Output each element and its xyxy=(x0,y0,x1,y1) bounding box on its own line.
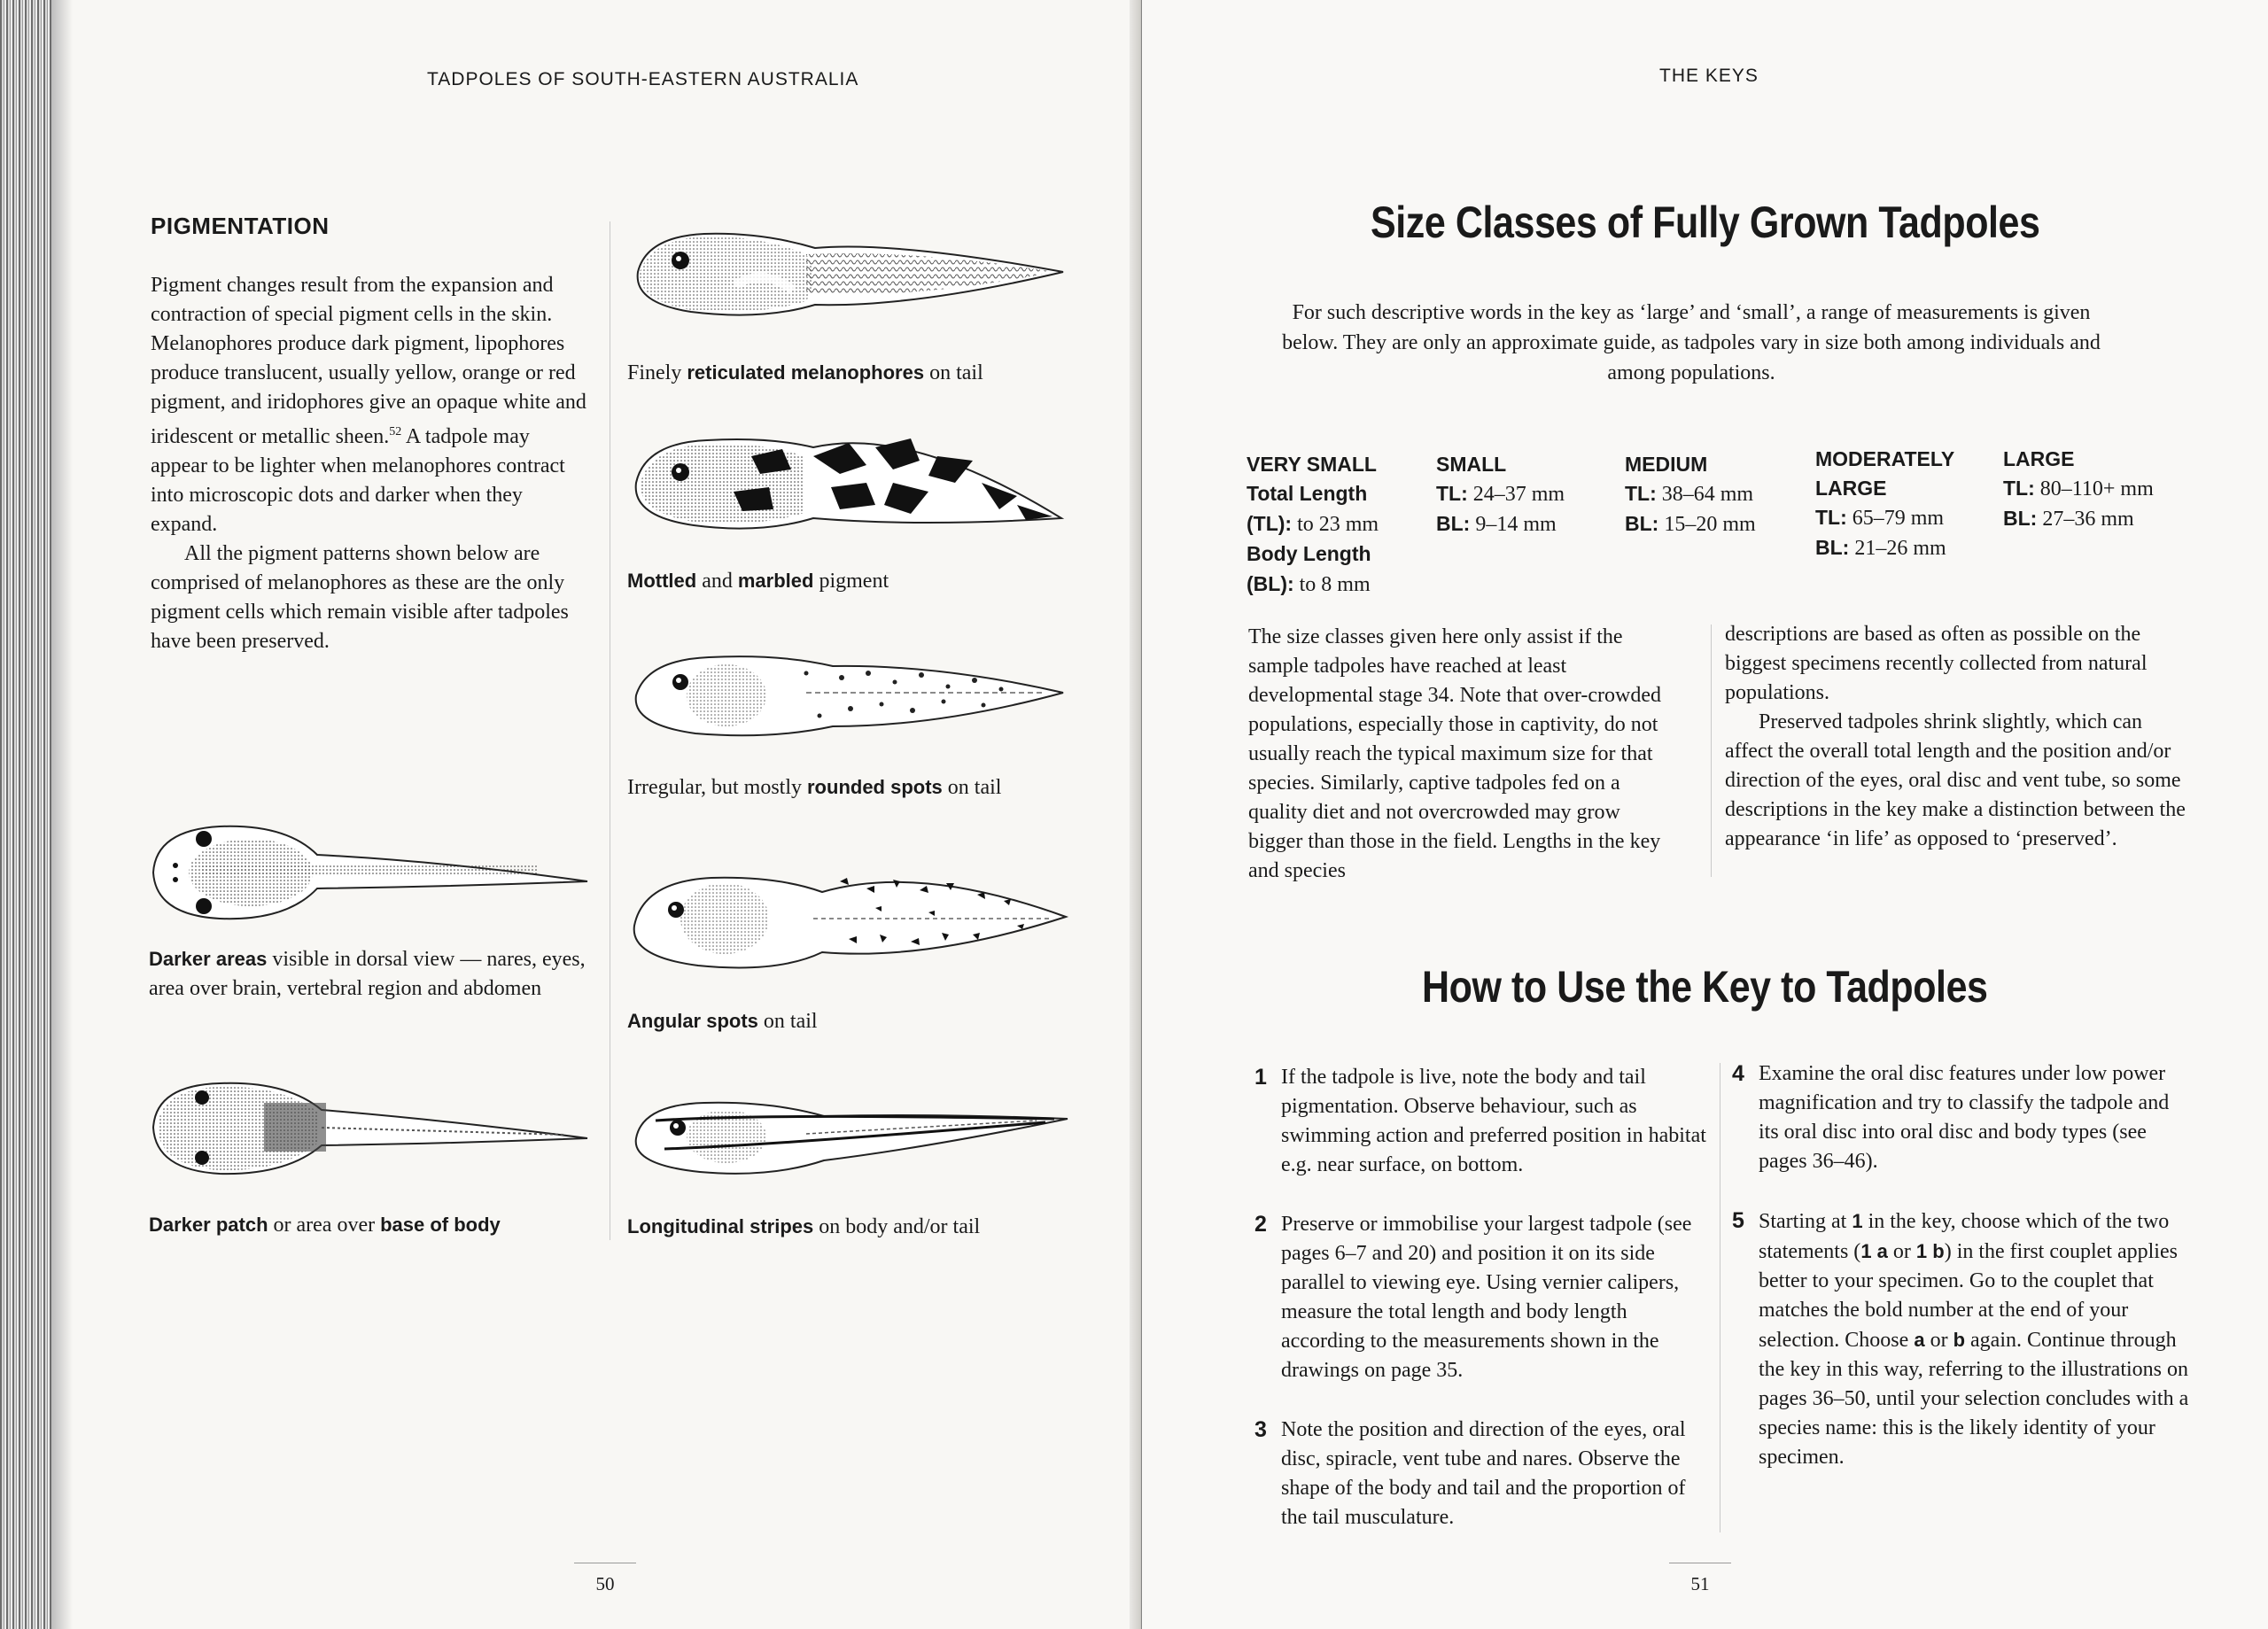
caption-darker-patch xyxy=(149,1210,592,1240)
size-label: Body Length xyxy=(1247,542,1371,565)
size-note-paragraph-2: Preserved tadpoles shrink slightly, which can affect the overall total length and the position and/or direction of the eyes, oral disc and vent tube, so some descriptions in the key make a distinction between the appearance ‘in life’ as opposed to ‘preserved’. xyxy=(1725,710,2186,850)
caption-text: Irregular, but mostly xyxy=(627,776,807,799)
tadpole-reticulated-illustration xyxy=(629,223,1072,330)
paragraph-1-end: A tadpole may appear to be lighter when melanophores contract into microscopic dots and darker when they expand. xyxy=(151,425,565,536)
size-label: VERY SMALL xyxy=(1247,453,1377,476)
step-text: again. Continue through the key in this way, referring to the illustrations on pages 36–50, until your selection concludes with a species name: this is the likely identity of your specimen. xyxy=(1759,1329,2189,1469)
tadpole-longitudinal-stripes-illustration xyxy=(629,1094,1072,1178)
size-label: SMALL xyxy=(1436,453,1507,476)
key-ref: a xyxy=(1914,1329,1925,1351)
step-number: 2 xyxy=(1254,1212,1267,1237)
size-value: 65–79 mm xyxy=(1846,507,1945,530)
size-note-paragraph-1: descriptions are based as often as possible on the biggest specimens recently collected from natural populations. xyxy=(1725,623,2148,704)
right-page xyxy=(1142,0,2268,1629)
size-label: (TL): xyxy=(1247,512,1293,535)
title-size-classes: Size Classes of Fully Grown Tadpoles xyxy=(1371,198,2040,247)
step-4 xyxy=(1732,1059,2193,1176)
tadpole-dorsal-darker-patch-illustration xyxy=(149,1076,592,1178)
size-label: BL: xyxy=(1815,536,1850,559)
step-text: Examine the oral disc features under low power magnification and try to classify the tadpole and its oral disc into oral disc and body types (see pages 36–46). xyxy=(1759,1062,2170,1173)
step-number: 5 xyxy=(1732,1208,1744,1233)
caption-longitudinal-stripes xyxy=(627,1212,1106,1242)
caption-darker-areas xyxy=(149,944,592,1004)
caption-bold: reticulated melanophores xyxy=(687,361,925,384)
size-value: 80–110+ mm xyxy=(2034,477,2154,500)
step-1 xyxy=(1254,1063,1706,1180)
tadpole-mottled-illustration xyxy=(627,421,1070,536)
page-number-text: 50 xyxy=(595,1573,615,1594)
caption-text: on tail xyxy=(942,776,1002,799)
caption-text: and xyxy=(696,570,738,593)
caption-mottled xyxy=(627,566,1088,596)
size-label: TL: xyxy=(1436,482,1468,505)
size-very-small xyxy=(1247,450,1424,600)
size-moderately-large xyxy=(1815,445,1992,563)
step-5 xyxy=(1732,1206,2193,1472)
step-3 xyxy=(1254,1416,1706,1532)
caption-bold: Angular spots xyxy=(627,1010,758,1032)
running-head-left: TADPOLES OF SOUTH-EASTERN AUSTRALIA xyxy=(427,69,859,89)
caption-bold: base of body xyxy=(380,1214,501,1236)
size-intro-paragraph: For such descriptive words in the key as ‘large’ and ‘small’, a range of measurements is given below. They are only an approximate guide, as tadpoles vary in size both among individuals and among populations. xyxy=(1282,301,2101,384)
step-number: 4 xyxy=(1732,1061,1744,1086)
size-value: to 23 mm xyxy=(1292,513,1379,536)
tadpole-rounded-spots-illustration xyxy=(629,647,1072,744)
size-note-column-2 xyxy=(1725,620,2186,854)
size-label: Total Length xyxy=(1247,482,1368,505)
size-label: LARGE xyxy=(2003,447,2075,470)
paragraph-1-text: Pigment changes result from the expansion and contraction of special pigment cells in the skin. Melanophores produce dark pigment, lipophores produce translucent, usually yellow, orange or red pigment, and iridophores give an opaque white and iridescent or metallic sheen. xyxy=(151,274,586,448)
section-heading: PIGMENTATION xyxy=(151,213,330,239)
size-label: MEDIUM xyxy=(1625,453,1708,476)
caption-bold: rounded spots xyxy=(807,776,943,798)
caption-text: Finely xyxy=(627,361,687,384)
size-label: TL: xyxy=(1625,482,1657,505)
size-value: 9–14 mm xyxy=(1470,513,1557,536)
size-label: MODERATELY xyxy=(1815,447,1955,470)
step-text: ) in the first couplet applies better to your specimen. Go to the couplet that matches the bold number at the end of your selection. Choose xyxy=(1759,1240,2178,1352)
caption-text: on tail xyxy=(757,1010,818,1033)
tadpole-dorsal-darker-areas-illustration xyxy=(149,819,592,926)
step-text: Preserve or immobilise your largest tadpole (see pages 6–7 and 20) and position it on its side parallel to viewing eye. Using vernier calipers, measure the total length and body length according to the measurements shown in the drawings on page 35. xyxy=(1281,1213,1692,1382)
reference-52: 52 xyxy=(389,425,402,438)
caption-text: on body and/or tail xyxy=(813,1215,981,1238)
step-text: If the tadpole is live, note the body and tail pigmentation. Observe behaviour, such as swimming action and preferred position in habitat e.g. near surface, on bottom. xyxy=(1281,1066,1706,1176)
page-edge-shadow xyxy=(51,0,73,1629)
size-label: BL: xyxy=(1436,512,1471,535)
running-head-right: THE KEYS xyxy=(1659,66,1759,86)
size-value: 27–36 mm xyxy=(2037,508,2134,531)
pigmentation-text xyxy=(151,271,586,656)
key-ref: 1 a xyxy=(1860,1240,1888,1262)
page-number-left xyxy=(574,1573,636,1595)
step-text: or xyxy=(1924,1329,1953,1352)
caption-text: visible in dorsal view — nares, eyes, area over brain, vertebral region and abdomen xyxy=(149,948,586,1000)
step-number: 1 xyxy=(1254,1065,1267,1090)
size-label: BL: xyxy=(2003,507,2038,530)
tadpole-angular-spots-illustration xyxy=(627,864,1070,974)
size-value: 21–26 mm xyxy=(1849,537,1946,560)
step-text: or xyxy=(1887,1240,1916,1263)
key-ref: b xyxy=(1953,1329,1966,1351)
size-large xyxy=(2003,445,2198,534)
caption-bold: marbled xyxy=(737,570,814,592)
caption-bold: Longitudinal stripes xyxy=(627,1215,814,1237)
key-ref: 1 xyxy=(1852,1210,1863,1232)
step-2 xyxy=(1254,1210,1706,1385)
pigmentation-paragraph-1 xyxy=(151,271,586,539)
step-text: in the key, choose which of the two statements ( xyxy=(1759,1210,2170,1263)
size-label: BL: xyxy=(1625,512,1659,535)
size-medium xyxy=(1625,450,1802,539)
page-number-text: 51 xyxy=(1690,1573,1710,1594)
key-ref: 1 b xyxy=(1915,1240,1945,1262)
size-note-column-1: The size classes given here only assist if the sample tadpoles have reached at least developmental stage 34. Note that over-crowded populations, especially those in captivity, do not usually reach the typical maximum size for that species. Similarly, captive tadpoles fed on a quality diet and not overcrowded may grow bigger than those in the field. Lengths in the key and species xyxy=(1248,625,1662,882)
caption-bold: Darker areas xyxy=(149,948,268,970)
size-value: 38–64 mm xyxy=(1656,483,1754,506)
pigmentation-paragraph-2: All the pigment patterns shown below are comprised of melanophores as these are the only pigment cells which remain visible after tadpoles have been preserved. xyxy=(151,542,569,653)
size-label: TL: xyxy=(2003,477,2035,500)
step-text: Starting at xyxy=(1759,1210,1852,1233)
caption-bold: Mottled xyxy=(627,570,697,592)
step-number: 3 xyxy=(1254,1417,1267,1442)
caption-rounded-spots xyxy=(627,772,1088,803)
size-label: TL: xyxy=(1815,506,1847,529)
caption-text: on tail xyxy=(924,361,983,384)
column-divider-notes xyxy=(1711,624,1712,877)
caption-angular-spots xyxy=(627,1006,1088,1036)
size-label: LARGE xyxy=(1815,477,1887,500)
title-how-to-use: How to Use the Key to Tadpoles xyxy=(1422,962,1988,1012)
size-value: to 8 mm xyxy=(1293,573,1371,596)
step-text: Note the position and direction of the eyes, oral disc, spiracle, vent tube and nares. Observe the shape of the body and tail and the proportion of the tail musculature. xyxy=(1281,1418,1686,1529)
page-number-right xyxy=(1669,1573,1731,1595)
size-value: 24–37 mm xyxy=(1467,483,1565,506)
size-small xyxy=(1436,450,1613,539)
size-label: (BL): xyxy=(1247,572,1294,595)
size-value: 15–20 mm xyxy=(1658,513,1756,536)
caption-text: or area over xyxy=(268,1214,381,1237)
caption-bold: Darker patch xyxy=(149,1214,268,1236)
page-edges xyxy=(0,0,55,1629)
caption-text: pigment xyxy=(813,570,889,593)
caption-reticulated xyxy=(627,358,1088,388)
